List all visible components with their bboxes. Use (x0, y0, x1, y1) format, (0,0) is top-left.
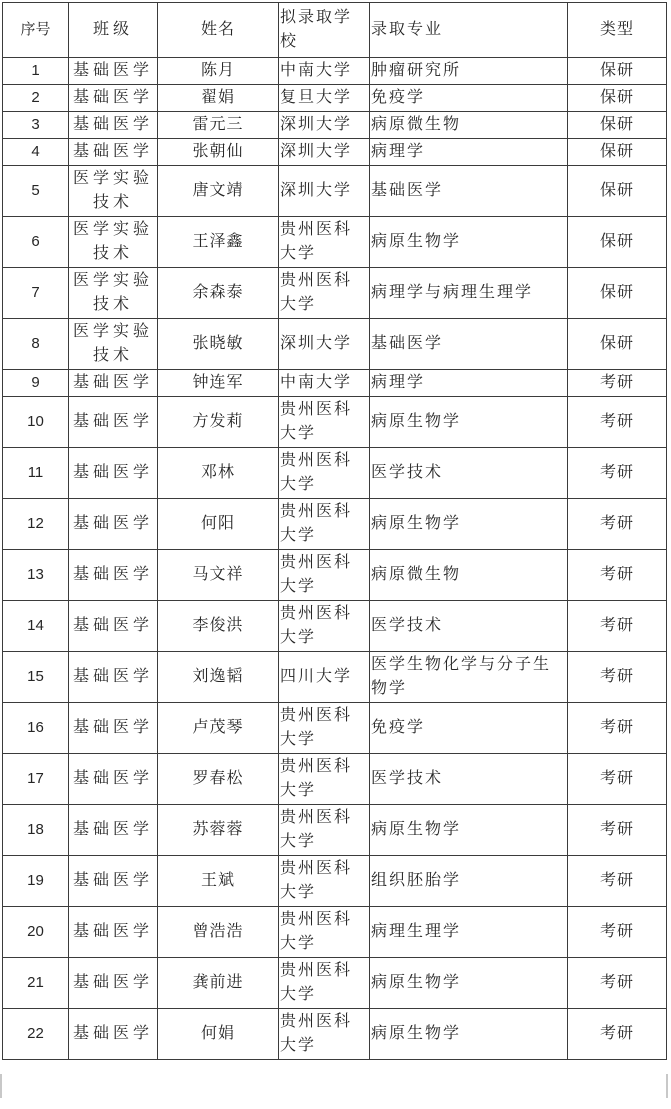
cell-name: 方发莉 (158, 397, 279, 448)
table-row (3, 754, 667, 805)
cell-class: 基础医学 (69, 805, 158, 856)
table-row (3, 601, 667, 652)
cell-class: 基础医学 (69, 907, 158, 958)
cell-index: 2 (3, 85, 69, 112)
cell-index: 17 (3, 754, 69, 805)
cell-name: 李俊洪 (158, 601, 279, 652)
cell-school: 贵州医科大学 (279, 268, 370, 319)
table-row (3, 166, 667, 217)
cell-name: 余森泰 (158, 268, 279, 319)
cell-school: 深圳大学 (279, 139, 370, 166)
cell-type: 考研 (568, 550, 667, 601)
cell-major: 基础医学 (370, 166, 568, 217)
table-row (3, 805, 667, 856)
table-row (3, 958, 667, 1009)
cell-class: 基础医学 (69, 754, 158, 805)
cell-name: 苏蓉蓉 (158, 805, 279, 856)
table-row (3, 85, 667, 112)
cell-class: 医学实验技术 (69, 217, 158, 268)
cell-type: 考研 (568, 856, 667, 907)
cell-class: 基础医学 (69, 601, 158, 652)
cell-type: 考研 (568, 754, 667, 805)
cell-major: 病原生物学 (370, 397, 568, 448)
cell-school: 贵州医科大学 (279, 1009, 370, 1060)
cell-major: 医学技术 (370, 448, 568, 499)
cell-type: 考研 (568, 370, 667, 397)
cell-major: 基础医学 (370, 319, 568, 370)
cell-major: 病理学 (370, 370, 568, 397)
cell-major: 病理生理学 (370, 907, 568, 958)
cell-type: 保研 (568, 268, 667, 319)
cell-name: 唐文靖 (158, 166, 279, 217)
cell-index: 19 (3, 856, 69, 907)
cell-name: 雷元三 (158, 112, 279, 139)
column-header-class: 班级 (69, 3, 158, 58)
cell-index: 16 (3, 703, 69, 754)
cell-class: 基础医学 (69, 112, 158, 139)
cell-type: 考研 (568, 448, 667, 499)
cell-class: 基础医学 (69, 856, 158, 907)
cell-school: 贵州医科大学 (279, 805, 370, 856)
cell-school: 贵州医科大学 (279, 217, 370, 268)
cell-index: 18 (3, 805, 69, 856)
cell-name: 邓林 (158, 448, 279, 499)
table-row (3, 112, 667, 139)
cell-name: 王斌 (158, 856, 279, 907)
cell-major: 免疫学 (370, 703, 568, 754)
cell-type: 保研 (568, 58, 667, 85)
table-row (3, 1009, 667, 1060)
cell-type: 保研 (568, 166, 667, 217)
cell-school: 复旦大学 (279, 85, 370, 112)
cell-index: 3 (3, 112, 69, 139)
cell-school: 贵州医科大学 (279, 907, 370, 958)
cell-major: 病原微生物 (370, 550, 568, 601)
cell-class: 医学实验技术 (69, 268, 158, 319)
admissions-table (2, 2, 667, 1060)
table-row (3, 907, 667, 958)
table-row (3, 703, 667, 754)
cell-school: 贵州医科大学 (279, 856, 370, 907)
cell-name: 王泽鑫 (158, 217, 279, 268)
column-header-type: 类型 (568, 3, 667, 58)
cell-major: 病原生物学 (370, 805, 568, 856)
column-header-name: 姓名 (158, 3, 279, 58)
cell-major: 医学生物化学与分子生物学 (370, 652, 568, 703)
cell-name: 马文祥 (158, 550, 279, 601)
cell-major: 医学技术 (370, 754, 568, 805)
cell-name: 罗春松 (158, 754, 279, 805)
cell-type: 考研 (568, 499, 667, 550)
cell-class: 基础医学 (69, 139, 158, 166)
table-row (3, 58, 667, 85)
cell-name: 曾浩浩 (158, 907, 279, 958)
cell-major: 病理学 (370, 139, 568, 166)
cell-index: 20 (3, 907, 69, 958)
cell-school: 贵州医科大学 (279, 397, 370, 448)
cell-school: 贵州医科大学 (279, 703, 370, 754)
cell-school: 深圳大学 (279, 112, 370, 139)
header-row (3, 3, 667, 58)
cell-type: 考研 (568, 805, 667, 856)
cell-name: 陈月 (158, 58, 279, 85)
cell-name: 张晓敏 (158, 319, 279, 370)
cell-type: 考研 (568, 703, 667, 754)
page-edge-mark-right (666, 1074, 668, 1098)
cell-major: 病原微生物 (370, 112, 568, 139)
cell-type: 考研 (568, 1009, 667, 1060)
cell-type: 保研 (568, 139, 667, 166)
table-row (3, 397, 667, 448)
cell-major: 病理学与病理生理学 (370, 268, 568, 319)
cell-major: 组织胚胎学 (370, 856, 568, 907)
cell-major: 病原生物学 (370, 958, 568, 1009)
cell-name: 龚前进 (158, 958, 279, 1009)
cell-class: 基础医学 (69, 1009, 158, 1060)
cell-index: 15 (3, 652, 69, 703)
column-header-major: 录取专业 (370, 3, 568, 58)
cell-class: 基础医学 (69, 958, 158, 1009)
cell-index: 22 (3, 1009, 69, 1060)
cell-class: 基础医学 (69, 499, 158, 550)
cell-school: 四川大学 (279, 652, 370, 703)
table-row (3, 550, 667, 601)
cell-index: 6 (3, 217, 69, 268)
table-row (3, 448, 667, 499)
table-row (3, 217, 667, 268)
cell-name: 钟连军 (158, 370, 279, 397)
table-row (3, 139, 667, 166)
cell-type: 考研 (568, 958, 667, 1009)
document-page (0, 2, 671, 1109)
cell-type: 保研 (568, 319, 667, 370)
cell-index: 9 (3, 370, 69, 397)
table-row (3, 652, 667, 703)
cell-index: 14 (3, 601, 69, 652)
cell-major: 病原生物学 (370, 217, 568, 268)
cell-class: 基础医学 (69, 85, 158, 112)
cell-class: 基础医学 (69, 652, 158, 703)
cell-school: 贵州医科大学 (279, 958, 370, 1009)
cell-class: 医学实验技术 (69, 319, 158, 370)
table-row (3, 499, 667, 550)
cell-class: 基础医学 (69, 397, 158, 448)
cell-school: 中南大学 (279, 58, 370, 85)
cell-index: 1 (3, 58, 69, 85)
cell-class: 基础医学 (69, 58, 158, 85)
cell-class: 基础医学 (69, 370, 158, 397)
cell-index: 11 (3, 448, 69, 499)
cell-class: 基础医学 (69, 448, 158, 499)
cell-school: 贵州医科大学 (279, 550, 370, 601)
cell-school: 贵州医科大学 (279, 448, 370, 499)
cell-type: 保研 (568, 112, 667, 139)
cell-index: 13 (3, 550, 69, 601)
cell-major: 病原生物学 (370, 499, 568, 550)
cell-index: 21 (3, 958, 69, 1009)
column-header-index: 序号 (3, 3, 69, 58)
cell-class: 医学实验技术 (69, 166, 158, 217)
cell-school: 深圳大学 (279, 166, 370, 217)
cell-index: 8 (3, 319, 69, 370)
column-header-school: 拟录取学校 (279, 3, 370, 58)
cell-type: 考研 (568, 601, 667, 652)
cell-type: 考研 (568, 907, 667, 958)
table-row (3, 319, 667, 370)
cell-school: 中南大学 (279, 370, 370, 397)
cell-name: 张朝仙 (158, 139, 279, 166)
cell-index: 4 (3, 139, 69, 166)
cell-school: 深圳大学 (279, 319, 370, 370)
table-row (3, 856, 667, 907)
cell-school: 贵州医科大学 (279, 499, 370, 550)
cell-school: 贵州医科大学 (279, 754, 370, 805)
cell-name: 何阳 (158, 499, 279, 550)
cell-major: 免疫学 (370, 85, 568, 112)
cell-name: 翟娟 (158, 85, 279, 112)
cell-name: 何娟 (158, 1009, 279, 1060)
table-row (3, 370, 667, 397)
cell-type: 保研 (568, 85, 667, 112)
cell-index: 5 (3, 166, 69, 217)
cell-class: 基础医学 (69, 703, 158, 754)
cell-index: 10 (3, 397, 69, 448)
cell-type: 考研 (568, 397, 667, 448)
cell-major: 病原生物学 (370, 1009, 568, 1060)
cell-school: 贵州医科大学 (279, 601, 370, 652)
cell-index: 12 (3, 499, 69, 550)
cell-type: 保研 (568, 217, 667, 268)
cell-class: 基础医学 (69, 550, 158, 601)
cell-index: 7 (3, 268, 69, 319)
cell-major: 医学技术 (370, 601, 568, 652)
page-edge-mark-left (0, 1074, 2, 1098)
table-row (3, 268, 667, 319)
cell-type: 考研 (568, 652, 667, 703)
cell-name: 卢茂琴 (158, 703, 279, 754)
cell-name: 刘逸韬 (158, 652, 279, 703)
cell-major: 肿瘤研究所 (370, 58, 568, 85)
